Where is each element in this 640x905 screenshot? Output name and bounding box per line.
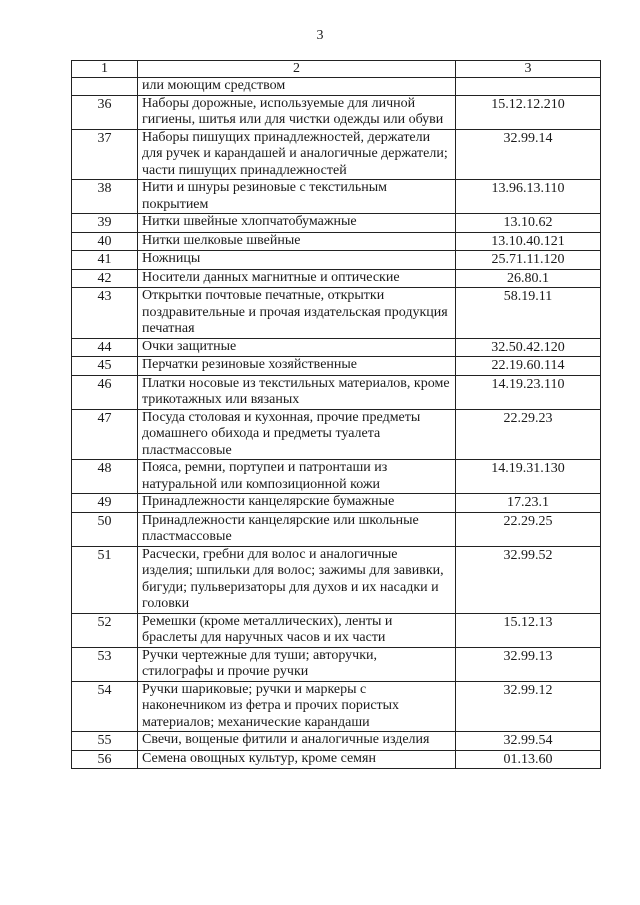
table-cell-name: Принадлежности канцелярские или школьные пластмассовые <box>138 512 456 546</box>
table-row <box>72 338 601 357</box>
table-row <box>72 409 601 460</box>
table-cell-name: Очки защитные <box>138 338 456 357</box>
table-cell-code: 14.19.31.130 <box>456 460 601 494</box>
table-cell-code: 13.10.40.121 <box>456 232 601 251</box>
header-row <box>72 61 601 78</box>
table-cell-number <box>72 78 138 96</box>
table-cell-number: 49 <box>72 494 138 513</box>
table-row <box>72 460 601 494</box>
table-cell-number: 48 <box>72 460 138 494</box>
table-cell-name: Ручки шариковые; ручки и маркеры с наконечником из фетра и прочих пористых материалов; механические карандаши <box>138 681 456 732</box>
table-cell-code: 13.96.13.110 <box>456 180 601 214</box>
table-row <box>72 129 601 180</box>
table-cell-number: 46 <box>72 375 138 409</box>
table-row <box>72 375 601 409</box>
table-cell-name: Наборы дорожные, используемые для личной гигиены, шитья или для чистки одежды или обуви <box>138 95 456 129</box>
table-row <box>72 357 601 376</box>
table-row <box>72 494 601 513</box>
table-row <box>72 180 601 214</box>
table-cell-code: 58.19.11 <box>456 288 601 339</box>
table-cell-name: Ножницы <box>138 251 456 270</box>
table-cell-number: 43 <box>72 288 138 339</box>
table-cell-name: Расчески, гребни для волос и аналогичные изделия; шпильки для волос; зажимы для завивки, бигуди; пульверизаторы для духов и их насадки и головки <box>138 546 456 613</box>
table-cell-number: 54 <box>72 681 138 732</box>
table-cell-code: 32.99.52 <box>456 546 601 613</box>
table-cell-code: 32.99.54 <box>456 732 601 751</box>
table-cell-code: 32.99.12 <box>456 681 601 732</box>
table-cell-code: 15.12.12.210 <box>456 95 601 129</box>
table-cell-name: Нити и шнуры резиновые с текстильным покрытием <box>138 180 456 214</box>
page-number: 3 <box>316 28 324 43</box>
table-cell-name: Свечи, вощеные фитили и аналогичные изделия <box>138 732 456 751</box>
table-row <box>72 214 601 233</box>
column-header-1: 1 <box>72 61 138 78</box>
column-header-3: 3 <box>456 61 601 78</box>
table-cell-code: 22.29.23 <box>456 409 601 460</box>
table-cell-code: 25.71.11.120 <box>456 251 601 270</box>
table-row <box>72 613 601 647</box>
table-cell-number: 50 <box>72 512 138 546</box>
table-cell-number: 53 <box>72 647 138 681</box>
table-cell-number: 39 <box>72 214 138 233</box>
table-row <box>72 288 601 339</box>
table-row <box>72 750 601 769</box>
table-row <box>72 251 601 270</box>
table-cell-number: 42 <box>72 269 138 288</box>
table-cell-name: Посуда столовая и кухонная, прочие предметы домашнего обихода и предметы туалета пластмассовые <box>138 409 456 460</box>
table-cell-name: Наборы пишущих принадлежностей, держатели для ручек и карандашей и аналогичные держатели; части пишущих принадлежностей <box>138 129 456 180</box>
table-cell-number: 56 <box>72 750 138 769</box>
table-cell-number: 52 <box>72 613 138 647</box>
table-cell-name: Перчатки резиновые хозяйственные <box>138 357 456 376</box>
table-row <box>72 95 601 129</box>
table-cell-code: 01.13.60 <box>456 750 601 769</box>
table-cell-name: Нитки шелковые швейные <box>138 232 456 251</box>
table-cell-code: 22.29.25 <box>456 512 601 546</box>
table-row <box>72 732 601 751</box>
table-cell-number: 45 <box>72 357 138 376</box>
table-cell-code <box>456 78 601 96</box>
table-cell-code: 26.80.1 <box>456 269 601 288</box>
table-cell-number: 36 <box>72 95 138 129</box>
table-cell-code: 32.99.13 <box>456 647 601 681</box>
table-cell-number: 44 <box>72 338 138 357</box>
table-row <box>72 647 601 681</box>
table-cell-code: 22.19.60.114 <box>456 357 601 376</box>
column-header-2: 2 <box>138 61 456 78</box>
continuation-text: или моющим средством <box>138 78 456 96</box>
continuation-row <box>72 78 601 96</box>
table-cell-name: Платки носовые из текстильных материалов, кроме трикотажных или вязаных <box>138 375 456 409</box>
table-cell-number: 40 <box>72 232 138 251</box>
table-row <box>72 546 601 613</box>
table-cell-code: 13.10.62 <box>456 214 601 233</box>
table-cell-name: Семена овощных культур, кроме семян <box>138 750 456 769</box>
table-row <box>72 232 601 251</box>
table-cell-name: Принадлежности канцелярские бумажные <box>138 494 456 513</box>
table-cell-number: 51 <box>72 546 138 613</box>
table-cell-name: Пояса, ремни, портупеи и патронташи из натуральной или композиционной кожи <box>138 460 456 494</box>
table-cell-name: Носители данных магнитные и оптические <box>138 269 456 288</box>
table-cell-number: 55 <box>72 732 138 751</box>
table-cell-code: 14.19.23.110 <box>456 375 601 409</box>
table-cell-number: 47 <box>72 409 138 460</box>
table-cell-name: Ручки чертежные для туши; авторучки, стилографы и прочие ручки <box>138 647 456 681</box>
table-cell-code: 32.50.42.120 <box>456 338 601 357</box>
table-cell-name: Ремешки (кроме металлических), ленты и браслеты для наручных часов и их части <box>138 613 456 647</box>
table-cell-number: 38 <box>72 180 138 214</box>
table-cell-number: 41 <box>72 251 138 270</box>
table-cell-code: 17.23.1 <box>456 494 601 513</box>
table-cell-code: 15.12.13 <box>456 613 601 647</box>
table-cell-name: Нитки швейные хлопчатобумажные <box>138 214 456 233</box>
table-row <box>72 512 601 546</box>
table-row <box>72 681 601 732</box>
table-cell-name: Открытки почтовые печатные, открытки поздравительные и прочая издательская продукция печатная <box>138 288 456 339</box>
goods-table <box>71 60 601 769</box>
table-cell-code: 32.99.14 <box>456 129 601 180</box>
table-row <box>72 269 601 288</box>
table-cell-number: 37 <box>72 129 138 180</box>
